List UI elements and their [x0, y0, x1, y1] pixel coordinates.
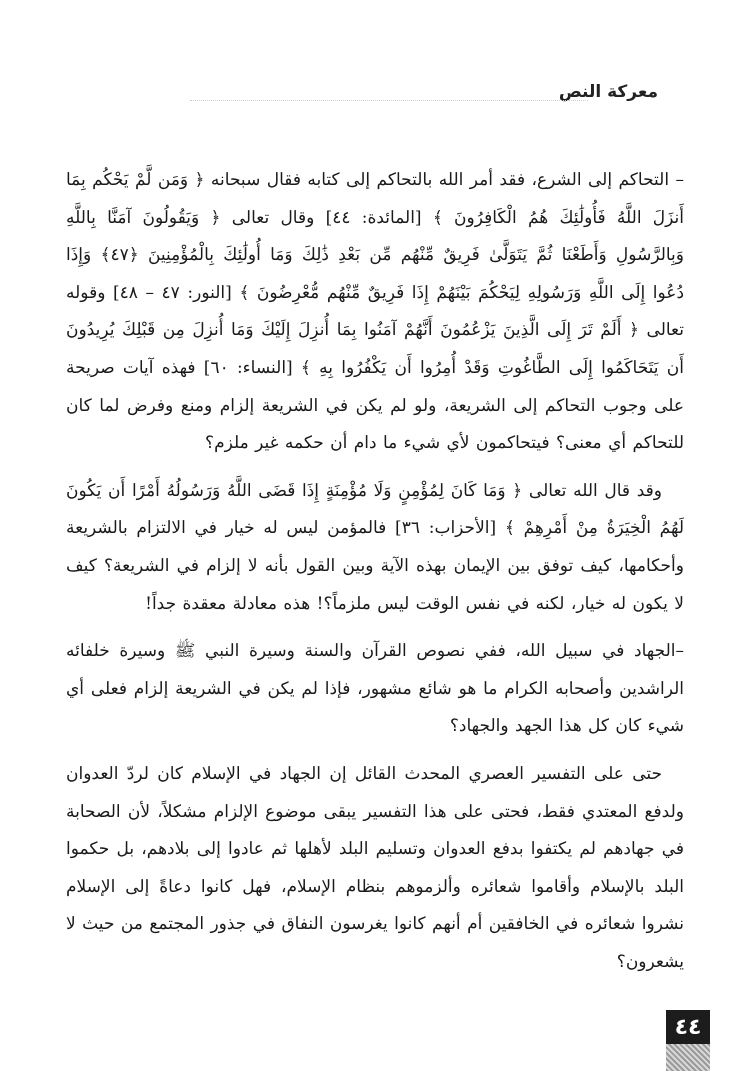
paragraph-jihad: –الجهاد في سبيل الله، ففي نصوص القرآن والسنة وسيرة النبي ﷺ وسيرة خلفائه الراشدين وأصحابه الكرام ما هو شائع مشهور، فإذا لم يكن في الشريعة إلزام فعلى أي شيء كان كل هذا الجهد والجهاد؟ [66, 641, 684, 737]
page-body [66, 162, 684, 991]
paragraph-believer-choice: وقد قال الله تعالى ﴿ وَمَا كَانَ لِمُؤْمِنٍ وَلَا مُؤْمِنَةٍ إِذَا قَضَى اللَّهُ وَرَسُولُهُ أَمْرًا أَن يَكُونَ لَهُمُ الْخِيَرَةُ مِنْ أَمْرِهِمْ ﴾ [الأحزاب: ٣٦] فالمؤمن ليس له خيار في الالتزام بالشريعة وأحكامها، كيف توفق بين الإيمان بهذه الآية وبين القول بأنه لا إلزام في الشريعة؟ كيف لا يكون له خيار، لكنه في نفس الوقت ليس ملزماً؟! هذه معادلة معقدة جداً! [66, 480, 685, 614]
header-divider [190, 100, 588, 102]
page-number-decoration [666, 1044, 710, 1071]
page-number: ٤٤ [666, 1010, 710, 1044]
paragraph-modern-interpretation: حتى على التفسير العصري المحدث القائل إن الجهاد في الإسلام كان لردّ العدوان ولدفع المعتدي فقط، فحتى على هذا التفسير يبقى موضوع الإلزام مشكلاً، لأن الصحابة في جهادهم لم يكتفوا بدفع العدوان وتسليم البلد لأهلها ثم عادوا إلى بلادهم، بل حكموا البلد بالإسلام وأقاموا شعائره وألزموهم بنظام الإسلام، فهل كانوا دعاةً إلى الإسلام نشروا شعائره في الخافقين أم أنهم كانوا يغرسون النفاق في جذور المجتمع من حيث لا يشعرون؟ [66, 763, 684, 972]
paragraph-arbitration: – التحاكم إلى الشرع، فقد أمر الله بالتحاكم إلى كتابه فقال سبحانه ﴿ وَمَن لَّمْ يَحْكُم بِمَا أَنزَلَ اللَّهُ فَأُولَٰئِكَ هُمُ الْكَافِرُونَ ﴾ [المائدة: ٤٤] وقال تعالى ﴿ وَيَقُولُونَ آمَنَّا بِاللَّهِ وَبِالرَّسُولِ وَأَطَعْنَا ثُمَّ يَتَوَلَّىٰ فَرِيقٌ مِّنْهُم مِّن بَعْدِ ذَٰلِكَ وَمَا أُولَٰئِكَ بِالْمُؤْمِنِينَ ﴿٤٧﴾ وَإِذَا دُعُوا إِلَى اللَّهِ وَرَسُولِهِ لِيَحْكُمَ بَيْنَهُمْ إِذَا فَرِيقٌ مِّنْهُم مُّعْرِضُونَ ﴾ [النور: ٤٧ – ٤٨] وقوله تعالى ﴿ أَلَمْ تَرَ إِلَى الَّذِينَ يَزْعُمُونَ أَنَّهُمْ آمَنُوا بِمَا أُنزِلَ إِلَيْكَ وَمَا أُنزِلَ مِن قَبْلِكَ يُرِيدُونَ أَن يَتَحَاكَمُوا إِلَى الطَّاغُوتِ وَقَدْ أُمِرُوا أَن يَكْفُرُوا بِهِ ﴾ [النساء: ٦٠] فهذه آيات صريحة على وجوب التحاكم إلى الشريعة، ولو لم يكن في الشريعة إلزام ومنع وفرض لما كان للتحاكم أي معنى؟ فيتحاكمون لأي شيء ما دام أن حكمه غير ملزم؟ [66, 170, 685, 454]
running-header: معركة النص [558, 82, 658, 102]
